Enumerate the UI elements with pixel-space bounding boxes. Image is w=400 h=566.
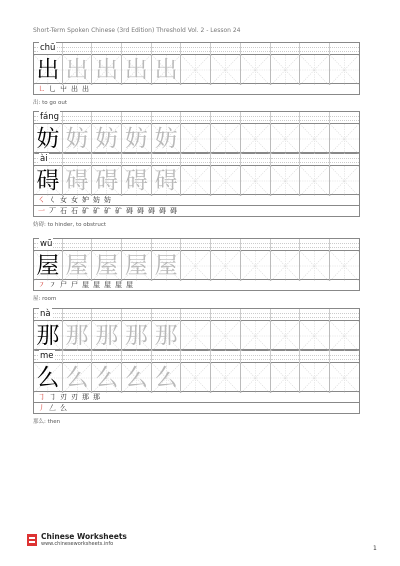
character-practice-row <box>33 320 360 350</box>
trace-character-cell[interactable] <box>122 363 152 393</box>
pinyin-cell[interactable] <box>330 309 360 321</box>
blank-practice-cell[interactable] <box>211 363 241 393</box>
model-character-cell[interactable] <box>33 363 63 393</box>
pinyin-cell[interactable] <box>33 112 63 124</box>
stroke-step: 屮 <box>60 85 67 93</box>
stroke-step: 么 <box>60 404 67 412</box>
stroke-step: 矿 <box>82 207 89 215</box>
pinyin-label: nà <box>40 309 51 319</box>
blank-practice-cell[interactable] <box>300 363 330 393</box>
trace-character: 碍 <box>95 167 119 194</box>
trace-character-cell[interactable] <box>92 363 122 393</box>
pinyin-cell[interactable] <box>330 43 360 55</box>
trace-character: 碍 <box>154 167 178 194</box>
pinyin-cell[interactable] <box>181 154 211 166</box>
pinyin-label: fáng <box>40 112 59 122</box>
stroke-step: 妨 <box>104 196 111 204</box>
model-character-cell[interactable] <box>33 251 63 281</box>
pinyin-row <box>33 350 360 362</box>
pinyin-cell[interactable] <box>63 351 93 363</box>
trace-character: 碍 <box>65 167 89 194</box>
blank-practice-cell[interactable] <box>330 321 360 351</box>
stroke-step: 𠃋 <box>49 404 56 412</box>
character-block <box>33 238 360 302</box>
pinyin-cell[interactable] <box>63 112 93 124</box>
blank-practice-cell[interactable] <box>330 55 360 85</box>
stroke-step: 出 <box>82 85 89 93</box>
pinyin-cell[interactable] <box>181 112 211 124</box>
character-block <box>33 42 360 106</box>
model-character: 么 <box>36 364 60 391</box>
pinyin-cell[interactable] <box>181 309 211 321</box>
stroke-order-row <box>33 280 360 291</box>
stroke-step: 女 <box>71 196 78 204</box>
trace-character: 妨 <box>65 125 89 152</box>
stroke-step: 碍 <box>170 207 177 215</box>
worksheet-header: Short-Term Spoken Chinese (3rd Edition) Threshold Vol. 2 - Lesson 24 <box>33 27 241 34</box>
pinyin-cell[interactable] <box>300 351 330 363</box>
trace-character-cell[interactable] <box>152 166 182 196</box>
pinyin-row <box>33 42 360 54</box>
trace-character-cell[interactable] <box>152 363 182 393</box>
blank-practice-cell[interactable] <box>241 124 271 154</box>
brand-name: Chinese Worksheets <box>41 532 127 541</box>
blank-practice-cell[interactable] <box>181 321 211 351</box>
pinyin-cell[interactable] <box>152 309 182 321</box>
pinyin-cell[interactable] <box>241 43 271 55</box>
stroke-step: 刃 <box>71 393 78 401</box>
pinyin-row <box>33 111 360 123</box>
trace-character-cell[interactable] <box>63 166 93 196</box>
stroke-step: 刃 <box>60 393 67 401</box>
trace-character: 么 <box>95 364 119 391</box>
pinyin-cell[interactable] <box>300 43 330 55</box>
trace-character-cell[interactable] <box>63 321 93 351</box>
pinyin-cell[interactable] <box>330 239 360 251</box>
pinyin-cell[interactable] <box>300 309 330 321</box>
pinyin-cell[interactable] <box>211 239 241 251</box>
pinyin-cell[interactable] <box>152 351 182 363</box>
pinyin-label: chū <box>40 43 56 53</box>
trace-character-cell[interactable] <box>92 251 122 281</box>
trace-character: 出 <box>124 56 148 83</box>
blank-practice-cell[interactable] <box>271 251 301 281</box>
pinyin-cell[interactable] <box>300 112 330 124</box>
brand-url[interactable]: www.chineseworksheets.info <box>41 541 114 547</box>
pinyin-row <box>33 238 360 250</box>
trace-character-cell[interactable] <box>122 166 152 196</box>
stroke-order-row <box>33 84 360 95</box>
blank-practice-cell[interactable] <box>330 363 360 393</box>
stroke-step: ㇇ <box>49 281 56 289</box>
trace-character-cell[interactable] <box>152 251 182 281</box>
blank-practice-cell[interactable] <box>211 124 241 154</box>
stroke-order-row <box>33 403 360 414</box>
blank-practice-cell[interactable] <box>330 166 360 196</box>
pinyin-cell[interactable] <box>241 154 271 166</box>
trace-character-cell[interactable] <box>122 251 152 281</box>
blank-practice-cell[interactable] <box>330 251 360 281</box>
pinyin-cell[interactable] <box>33 239 63 251</box>
blank-practice-cell[interactable] <box>271 363 301 393</box>
stroke-step: 那 <box>93 393 100 401</box>
blank-practice-cell[interactable] <box>181 124 211 154</box>
pinyin-cell[interactable] <box>330 112 360 124</box>
blank-practice-cell[interactable] <box>181 166 211 196</box>
pinyin-cell[interactable] <box>63 154 93 166</box>
brand-logo-icon <box>27 534 37 546</box>
pinyin-cell[interactable] <box>241 309 271 321</box>
trace-character: 出 <box>65 56 89 83</box>
stroke-step: ㇆ <box>38 393 45 401</box>
trace-character-cell[interactable] <box>63 251 93 281</box>
trace-character-cell[interactable] <box>63 363 93 393</box>
model-character: 出 <box>36 56 60 83</box>
pinyin-cell[interactable] <box>63 239 93 251</box>
blank-practice-cell[interactable] <box>241 55 271 85</box>
trace-character-cell[interactable] <box>122 124 152 154</box>
stroke-step: 屋 <box>104 281 111 289</box>
stroke-step: 碍 <box>148 207 155 215</box>
character-block <box>33 111 360 228</box>
stroke-step: 丆 <box>49 207 56 215</box>
trace-character: 出 <box>95 56 119 83</box>
trace-character: 么 <box>154 364 178 391</box>
stroke-step: 碍 <box>126 207 133 215</box>
blank-practice-cell[interactable] <box>181 363 211 393</box>
pinyin-cell[interactable] <box>211 112 241 124</box>
blank-practice-cell[interactable] <box>300 166 330 196</box>
trace-character-cell[interactable] <box>92 166 122 196</box>
blank-practice-cell[interactable] <box>271 124 301 154</box>
stroke-step: 矿 <box>115 207 122 215</box>
pinyin-cell[interactable] <box>122 239 152 251</box>
pinyin-label: ài <box>40 154 48 164</box>
trace-character: 么 <box>124 364 148 391</box>
character-practice-row <box>33 123 360 153</box>
trace-character-cell[interactable] <box>92 55 122 85</box>
model-character: 妨 <box>36 125 60 152</box>
pinyin-cell[interactable] <box>211 309 241 321</box>
stroke-step: ㇛ <box>38 196 45 204</box>
blank-practice-cell[interactable] <box>211 55 241 85</box>
model-character-cell[interactable] <box>33 55 63 85</box>
blank-practice-cell[interactable] <box>241 321 271 351</box>
stroke-step: 尸 <box>60 281 67 289</box>
trace-character-cell[interactable] <box>152 321 182 351</box>
pinyin-cell[interactable] <box>152 112 182 124</box>
trace-character: 那 <box>124 322 148 349</box>
stroke-step: ㇗ <box>38 85 45 93</box>
trace-character: 妨 <box>124 125 148 152</box>
stroke-step: 矿 <box>93 207 100 215</box>
pinyin-label: wū <box>40 239 53 249</box>
trace-character-cell[interactable] <box>152 55 182 85</box>
pinyin-cell[interactable] <box>211 154 241 166</box>
pinyin-cell[interactable] <box>241 112 271 124</box>
stroke-step: 妒 <box>82 196 89 204</box>
stroke-step: 乚 <box>49 85 56 93</box>
blank-practice-cell[interactable] <box>241 251 271 281</box>
blank-practice-cell[interactable] <box>181 55 211 85</box>
trace-character-cell[interactable] <box>63 55 93 85</box>
stroke-step: 丿 <box>38 404 45 412</box>
pinyin-cell[interactable] <box>92 154 122 166</box>
pinyin-cell[interactable] <box>271 309 301 321</box>
stroke-step: 女 <box>60 196 67 204</box>
blank-practice-cell[interactable] <box>330 124 360 154</box>
stroke-step: 碍 <box>137 207 144 215</box>
pinyin-cell[interactable] <box>211 43 241 55</box>
stroke-step: 屋 <box>82 281 89 289</box>
character-practice-row <box>33 362 360 392</box>
pinyin-cell[interactable] <box>63 309 93 321</box>
stroke-step: 碍 <box>159 207 166 215</box>
pinyin-cell[interactable] <box>152 154 182 166</box>
pinyin-cell[interactable] <box>241 239 271 251</box>
blank-practice-cell[interactable] <box>211 166 241 196</box>
character-block <box>33 308 360 425</box>
stroke-step: 那 <box>82 393 89 401</box>
word-meaning: 妨碍: to hinder, to obstruct <box>33 222 107 228</box>
pinyin-cell[interactable] <box>181 43 211 55</box>
blank-practice-cell[interactable] <box>241 363 271 393</box>
pinyin-cell[interactable] <box>152 43 182 55</box>
pinyin-cell[interactable] <box>92 43 122 55</box>
pinyin-cell[interactable] <box>33 351 63 363</box>
pinyin-cell[interactable] <box>122 154 152 166</box>
blank-practice-cell[interactable] <box>300 124 330 154</box>
blank-practice-cell[interactable] <box>300 251 330 281</box>
trace-character: 出 <box>154 56 178 83</box>
trace-character-cell[interactable] <box>92 321 122 351</box>
blank-practice-cell[interactable] <box>211 251 241 281</box>
pinyin-cell[interactable] <box>122 309 152 321</box>
blank-practice-cell[interactable] <box>271 321 301 351</box>
trace-character: 屋 <box>154 252 178 279</box>
footer-brand <box>27 533 127 547</box>
stroke-step: ㇆ <box>49 393 56 401</box>
pinyin-cell[interactable] <box>122 112 152 124</box>
character-practice-row <box>33 250 360 280</box>
pinyin-cell[interactable] <box>271 112 301 124</box>
stroke-order-row <box>33 206 360 217</box>
pinyin-cell[interactable] <box>271 43 301 55</box>
trace-character-cell[interactable] <box>92 124 122 154</box>
pinyin-cell[interactable] <box>92 239 122 251</box>
pinyin-cell[interactable] <box>241 351 271 363</box>
blank-practice-cell[interactable] <box>271 166 301 196</box>
stroke-step: 屋 <box>93 281 100 289</box>
stroke-step: 妨 <box>93 196 100 204</box>
pinyin-cell[interactable] <box>33 309 63 321</box>
trace-character: 那 <box>95 322 119 349</box>
trace-character-cell[interactable] <box>122 321 152 351</box>
stroke-order-row <box>33 195 360 206</box>
stroke-step: 出 <box>71 85 78 93</box>
word-meaning: 屋: room <box>33 296 57 302</box>
stroke-step: 屋 <box>115 281 122 289</box>
stroke-order-row <box>33 392 360 403</box>
model-character-cell[interactable] <box>33 321 63 351</box>
blank-practice-cell[interactable] <box>211 321 241 351</box>
blank-practice-cell[interactable] <box>241 166 271 196</box>
trace-character: 妨 <box>95 125 119 152</box>
trace-character: 屋 <box>65 252 89 279</box>
model-character: 那 <box>36 322 60 349</box>
pinyin-cell[interactable] <box>63 43 93 55</box>
blank-practice-cell[interactable] <box>181 251 211 281</box>
pinyin-label: me <box>40 351 54 361</box>
word-meaning: 出: to go out <box>33 100 67 106</box>
trace-character: 屋 <box>124 252 148 279</box>
pinyin-cell[interactable] <box>330 154 360 166</box>
stroke-step: 石 <box>71 207 78 215</box>
character-practice-row <box>33 54 360 84</box>
trace-character: 碍 <box>124 167 148 194</box>
stroke-step: 石 <box>60 207 67 215</box>
pinyin-cell[interactable] <box>33 154 63 166</box>
word-meaning: 那么: then <box>33 419 61 425</box>
blank-practice-cell[interactable] <box>300 321 330 351</box>
stroke-step: 矿 <box>104 207 111 215</box>
character-practice-row <box>33 165 360 195</box>
stroke-step: 一 <box>38 207 45 215</box>
trace-character-cell[interactable] <box>152 124 182 154</box>
stroke-step: 尸 <box>71 281 78 289</box>
trace-character: 那 <box>65 322 89 349</box>
pinyin-cell[interactable] <box>122 43 152 55</box>
pinyin-cell[interactable] <box>181 351 211 363</box>
pinyin-cell[interactable] <box>92 351 122 363</box>
model-character-cell[interactable] <box>33 166 63 196</box>
model-character-cell[interactable] <box>33 124 63 154</box>
trace-character-cell[interactable] <box>63 124 93 154</box>
trace-character-cell[interactable] <box>122 55 152 85</box>
pinyin-cell[interactable] <box>271 351 301 363</box>
pinyin-cell[interactable] <box>33 43 63 55</box>
model-character: 屋 <box>36 252 60 279</box>
blank-practice-cell[interactable] <box>300 55 330 85</box>
trace-character: 么 <box>65 364 89 391</box>
stroke-step: 屋 <box>126 281 133 289</box>
pinyin-cell[interactable] <box>330 351 360 363</box>
pinyin-cell[interactable] <box>271 154 301 166</box>
pinyin-cell[interactable] <box>92 112 122 124</box>
pinyin-cell[interactable] <box>92 309 122 321</box>
stroke-step: ㇇ <box>38 281 45 289</box>
pinyin-cell[interactable] <box>211 351 241 363</box>
pinyin-cell[interactable] <box>271 239 301 251</box>
pinyin-cell[interactable] <box>300 154 330 166</box>
trace-character: 屋 <box>95 252 119 279</box>
stroke-step: 𡿨 <box>49 196 56 204</box>
pinyin-row <box>33 308 360 320</box>
pinyin-cell[interactable] <box>300 239 330 251</box>
trace-character: 那 <box>154 322 178 349</box>
blank-practice-cell[interactable] <box>271 55 301 85</box>
page-number: 1 <box>373 545 377 552</box>
trace-character: 妨 <box>154 125 178 152</box>
model-character: 碍 <box>36 167 60 194</box>
pinyin-cell[interactable] <box>152 239 182 251</box>
pinyin-cell[interactable] <box>122 351 152 363</box>
pinyin-row <box>33 153 360 165</box>
pinyin-cell[interactable] <box>181 239 211 251</box>
